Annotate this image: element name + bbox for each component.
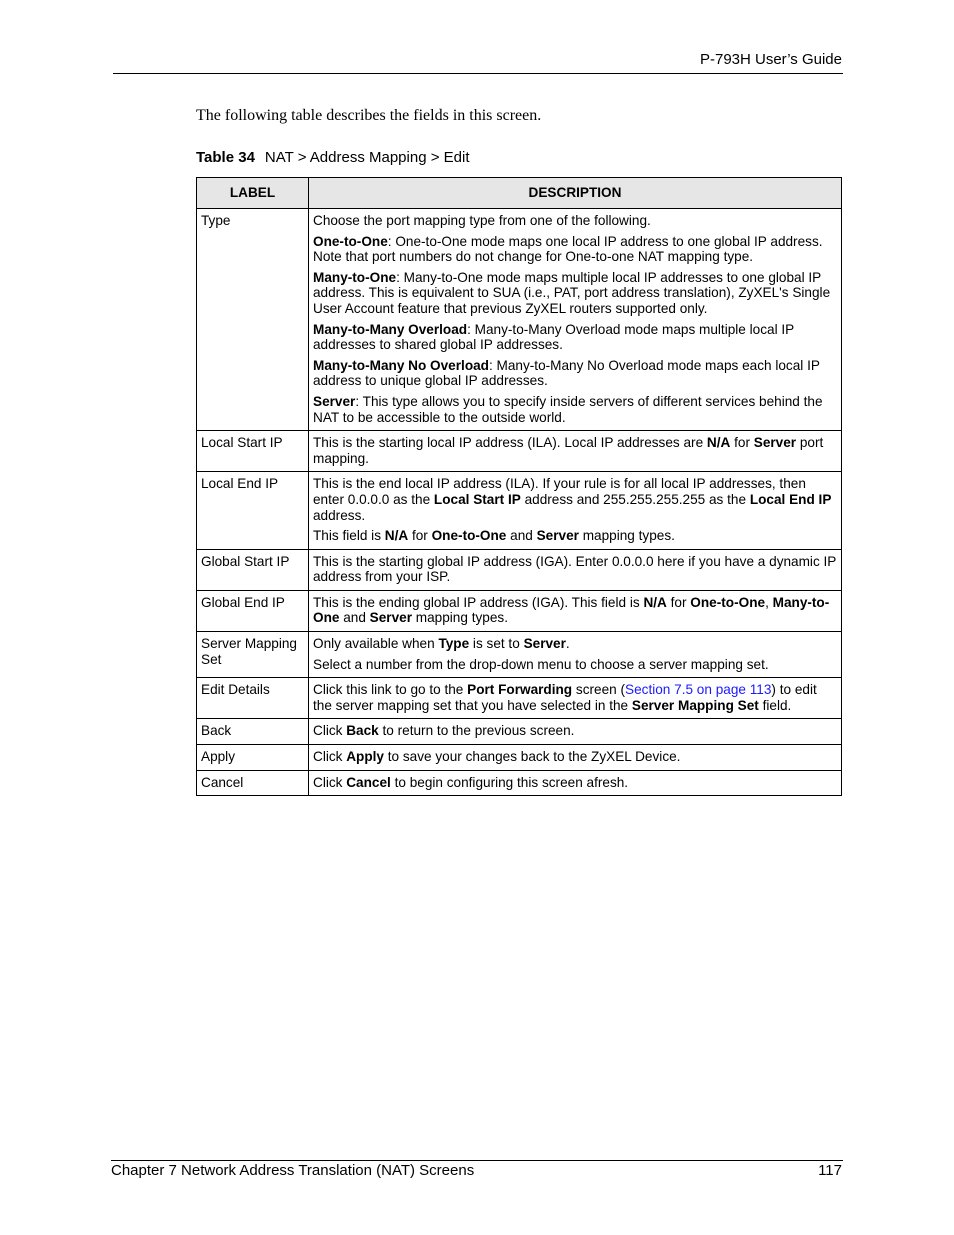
row-description [309, 590, 842, 631]
desc-paragraph [313, 322, 837, 353]
desc-paragraph: Select a number from the drop-down menu to choose a server mapping set. [313, 656, 769, 672]
text: for [666, 594, 691, 610]
intro-text: The following table describes the fields in this screen. [196, 107, 542, 124]
row-label: Global Start IP [197, 549, 309, 590]
term-desc: : This type allows you to specify inside servers of different services behind the NAT to be accessible to the outside world. [313, 393, 823, 425]
text: , [765, 594, 773, 610]
text: mapping types. [578, 528, 675, 544]
term: Many-to-One [313, 269, 397, 285]
text: Click this link to go to the [313, 682, 468, 698]
text: Only available when [313, 636, 439, 652]
column-header-description: DESCRIPTION [309, 178, 842, 209]
row-description [309, 770, 842, 796]
table-row [197, 719, 842, 745]
text: address. [313, 507, 366, 523]
desc-paragraph [313, 682, 837, 713]
row-label: Server Mapping Set [197, 632, 309, 678]
desc-paragraph [313, 358, 837, 389]
term-desc: : One-to-One mode maps one local IP address to one global IP address. Note that port numbers do not change for One-to-one NAT mapping type. [313, 233, 823, 265]
term: N/A [384, 528, 409, 544]
term: Server Mapping Set [631, 697, 759, 713]
row-description [309, 549, 842, 590]
row-description [309, 719, 842, 745]
term: Type [438, 636, 470, 652]
row-label: Local End IP [197, 472, 309, 549]
term: Local Start IP [433, 491, 521, 507]
term: Many-to-One [313, 594, 830, 626]
table-row [197, 590, 842, 631]
term: Many-to-Many Overload [313, 321, 468, 337]
desc-paragraph [313, 234, 837, 265]
text: This is the starting local IP address (ILA). Local IP addresses are [313, 435, 707, 451]
table-row [197, 549, 842, 590]
table-row [197, 431, 842, 472]
section-link[interactable]: Section 7.5 on page 113 [625, 682, 772, 698]
term: N/A [706, 435, 731, 451]
footer-rule [111, 1160, 843, 1161]
term: Apply [346, 749, 384, 765]
text: Click [313, 749, 347, 765]
text: is set to [469, 636, 524, 652]
text: This is the ending global IP address (IGA). This field is [313, 594, 644, 610]
text: for [408, 528, 432, 544]
desc-paragraph [313, 749, 837, 765]
text: to save your changes back to the ZyXEL Device. [384, 749, 681, 765]
column-header-label: LABEL [197, 178, 309, 209]
footer-chapter: Chapter 7 Network Address Translation (NAT) Screens [111, 1162, 475, 1179]
text: to return to the previous screen. [378, 723, 575, 739]
desc-paragraph [313, 528, 837, 544]
table-number: Table 34 [196, 149, 255, 166]
term: Server [369, 610, 412, 626]
text: screen ( [572, 682, 626, 698]
desc-paragraph [313, 723, 837, 739]
desc-paragraph [313, 270, 837, 317]
desc-paragraph [313, 435, 837, 466]
desc-paragraph: Choose the port mapping type from one of the following. [313, 213, 651, 228]
text: This is the end local IP address (ILA). If your rule is for all local IP addresses, then enter 0.0.0.0 as the [313, 476, 806, 507]
table-row [197, 632, 842, 678]
row-label: Type [197, 209, 309, 431]
text: field. [758, 697, 792, 713]
row-description [309, 431, 842, 472]
table-header-row [197, 178, 842, 209]
term-desc: : Many-to-Many Overload mode maps multiple local IP addresses to shared global IP addresses. [313, 321, 794, 353]
text: mapping types. [412, 610, 508, 626]
table-row [197, 678, 842, 719]
text: and [506, 528, 537, 544]
term: One-to-One [431, 528, 507, 544]
text: Click [313, 774, 347, 790]
text: address and 255.255.255.255 as the [520, 491, 750, 507]
term: Port Forwarding [467, 682, 573, 698]
row-label: Apply [197, 745, 309, 771]
row-description [309, 745, 842, 771]
desc-paragraph [313, 476, 837, 523]
row-label: Edit Details [197, 678, 309, 719]
text: . [565, 636, 570, 652]
table-row [197, 209, 842, 431]
text: This field is [313, 528, 385, 544]
row-description [309, 209, 842, 431]
row-label: Local Start IP [197, 431, 309, 472]
row-description [309, 678, 842, 719]
text: for [730, 435, 754, 451]
term: Server [313, 393, 356, 409]
desc-paragraph [313, 636, 837, 652]
row-description [309, 632, 842, 678]
desc-paragraph: This is the starting global IP address (IGA). Enter 0.0.0.0 here if you have a dynamic IP address from your ISP. [313, 553, 837, 585]
text: port mapping. [313, 435, 824, 466]
term: Back [346, 723, 379, 739]
term: Server [753, 435, 797, 451]
header-title: P-793H User’s Guide [699, 51, 842, 68]
header-rule [113, 73, 843, 74]
table-row [197, 472, 842, 549]
text: ) to edit the server mapping set that you have selected in the [313, 682, 817, 713]
page-number: 117 [818, 1162, 842, 1179]
term: Server [536, 528, 579, 544]
term: Local End IP [749, 491, 832, 507]
table-row [197, 770, 842, 796]
description-table [196, 177, 842, 796]
term: One-to-One [690, 594, 766, 610]
row-label: Back [197, 719, 309, 745]
desc-paragraph [313, 775, 837, 791]
text: Click [313, 723, 347, 739]
term: Many-to-Many No Overload [313, 357, 489, 373]
term: N/A [643, 594, 667, 610]
desc-paragraph [313, 595, 837, 626]
term: Server [523, 636, 566, 652]
term-desc: : Many-to-One mode maps multiple local IP addresses to one global IP address. This is equivalent to SUA (i.e., PAT, port address translation), ZyXEL's Single User Account feature that previous ZyXEL routers supported only. [313, 269, 831, 316]
row-label: Global End IP [197, 590, 309, 631]
text: to begin configuring this screen afresh. [390, 774, 629, 790]
term: Cancel [346, 774, 391, 790]
row-label: Cancel [197, 770, 309, 796]
table-caption [196, 149, 469, 166]
table-title: NAT > Address Mapping > Edit [264, 149, 470, 166]
row-description [309, 472, 842, 549]
term-desc: : Many-to-Many No Overload mode maps each local IP address to unique global IP addresses. [313, 357, 820, 389]
table-row [197, 745, 842, 771]
desc-paragraph [313, 394, 837, 425]
text: and [339, 610, 370, 626]
term: One-to-One [313, 233, 388, 249]
